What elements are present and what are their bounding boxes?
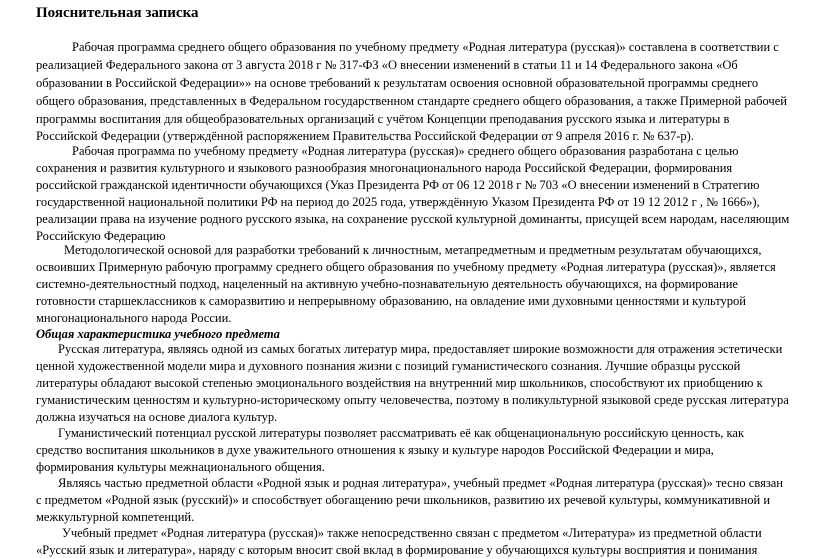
paragraph-line: программы воспитания для общеобразовательных организаций с учётом Концепции преподавания русского языка и литературы в bbox=[36, 112, 730, 126]
paragraph-line: гуманистическим ценностям и культурно-историческому опыту человечества, поэтому в поликультурной языковой среде русская литература bbox=[36, 393, 789, 407]
paragraph-line: литературы обладают высокой степенью эмоционального воздействия на внутренний мир школьников, способствуют их приобщению к bbox=[36, 376, 763, 390]
paragraph-line: государственной национальной политики РФ на период до 2025 года, утверждённую Указом Президента РФ от 19 12 2012 г , № 1666»), bbox=[36, 195, 760, 209]
section-heading: Общая характеристика учебного предмета bbox=[36, 327, 280, 341]
paragraph-line: реализацией Федерального закона от 3 августа 2018 г № 317-ФЗ «О внесении изменений в статьи 11 и 14 Федерального закона «Об bbox=[36, 58, 738, 72]
paragraph-line: «Русский язык и литература», наряду с которым вносит свой вклад в формирование у обучающихся культуры восприятия и понимания bbox=[36, 543, 758, 557]
paragraph-line: Являясь частью предметной области «Родной язык и родная литература», учебный предмет «Родная литература (русская)» тесно связан bbox=[58, 476, 783, 490]
paragraph-line: средство воспитания школьников в духе уважительного отношения к языку и культуре народов Российской Федерации и мира, bbox=[36, 443, 714, 457]
paragraph-line: Российской Федерации (утверждённой распоряжением Правительства Российской Федерации от 9 апреля 2016 г. № 637-р). bbox=[36, 129, 694, 143]
paragraph-line: межкультурной компетенций. bbox=[36, 510, 195, 524]
paragraph-line: с предметом «Родной язык (русский)» и способствует обогащению речи школьников, развитию их речевой культуры, коммуникативной и bbox=[36, 493, 771, 507]
paragraph-line: Методологической основой для разработки требований к личностным, метапредметным и предметным результатам обучающихся, bbox=[64, 243, 762, 257]
paragraph-line: Гуманистический потенциал русской литературы позволяет рассматривать её как общенациональную российскую ценность, как bbox=[58, 426, 745, 440]
paragraph-line: освоивших Примерную рабочую программу среднего общего образования по учебному предмету «Родная литература (русская)», является bbox=[36, 260, 776, 274]
paragraph-line: должна изучаться на основе диалога культур. bbox=[36, 410, 278, 424]
paragraph-line: Учебный предмет «Родная литература (русская)» также непосредственно связан с предметом «Литература» из предметной области bbox=[62, 526, 762, 540]
paragraph-line: сохранения и развития культурного и языкового разнообразия многонационального народа Российской Федерации, формирования bbox=[36, 161, 733, 175]
paragraph-line: общего образования, представленных в Федеральном государственном стандарте среднего общего образования, а также Примерной рабочей bbox=[36, 94, 787, 108]
paragraph-line: Русская литература, являясь одной из самых богатых литератур мира, предоставляет широкие возможности для отражения эстетически bbox=[58, 342, 783, 356]
document-title: Пояснительная записка bbox=[36, 5, 199, 21]
paragraph-line: российской гражданской идентичности обучающихся (Указ Президента РФ от 06 12 2018 г № 703 «О внесении изменений в Стратегию bbox=[36, 178, 760, 192]
paragraph-line: готовности старшеклассников к саморазвитию и непрерывному образованию, на овладение ими духовными ценностями и культурой bbox=[36, 294, 746, 308]
paragraph-line: Российскую Федерацию bbox=[36, 229, 166, 243]
paragraph-line: образовании в Российской Федерации»» на основе требований к результатам освоения основной образовательной программы среднего bbox=[36, 76, 759, 90]
paragraph-line: ценной художественной модели мира и духовного познания жизни с позиций гуманистического сознания. Лучшие образцы русской bbox=[36, 359, 741, 373]
paragraph-line: Рабочая программа среднего общего образования по учебному предмету «Родная литература (русская)» составлена в соответствии с bbox=[72, 40, 779, 54]
paragraph-line: системно-деятельностный подход, нацеленный на активную учебно-познавательную деятельность обучающихся, на формирование bbox=[36, 277, 738, 291]
paragraph-line: многонационального народа России. bbox=[36, 311, 232, 325]
paragraph-line: реализации права на изучение родного русского языка, на сохранение русской культурной доминанты, присущей всем народам, населяющим bbox=[36, 212, 790, 226]
paragraph-line: формирования культуры межнационального общения. bbox=[36, 460, 325, 474]
paragraph-line: Рабочая программа по учебному предмету «Родная литература (русская)» среднего общего образования разработана с целью bbox=[72, 144, 739, 158]
